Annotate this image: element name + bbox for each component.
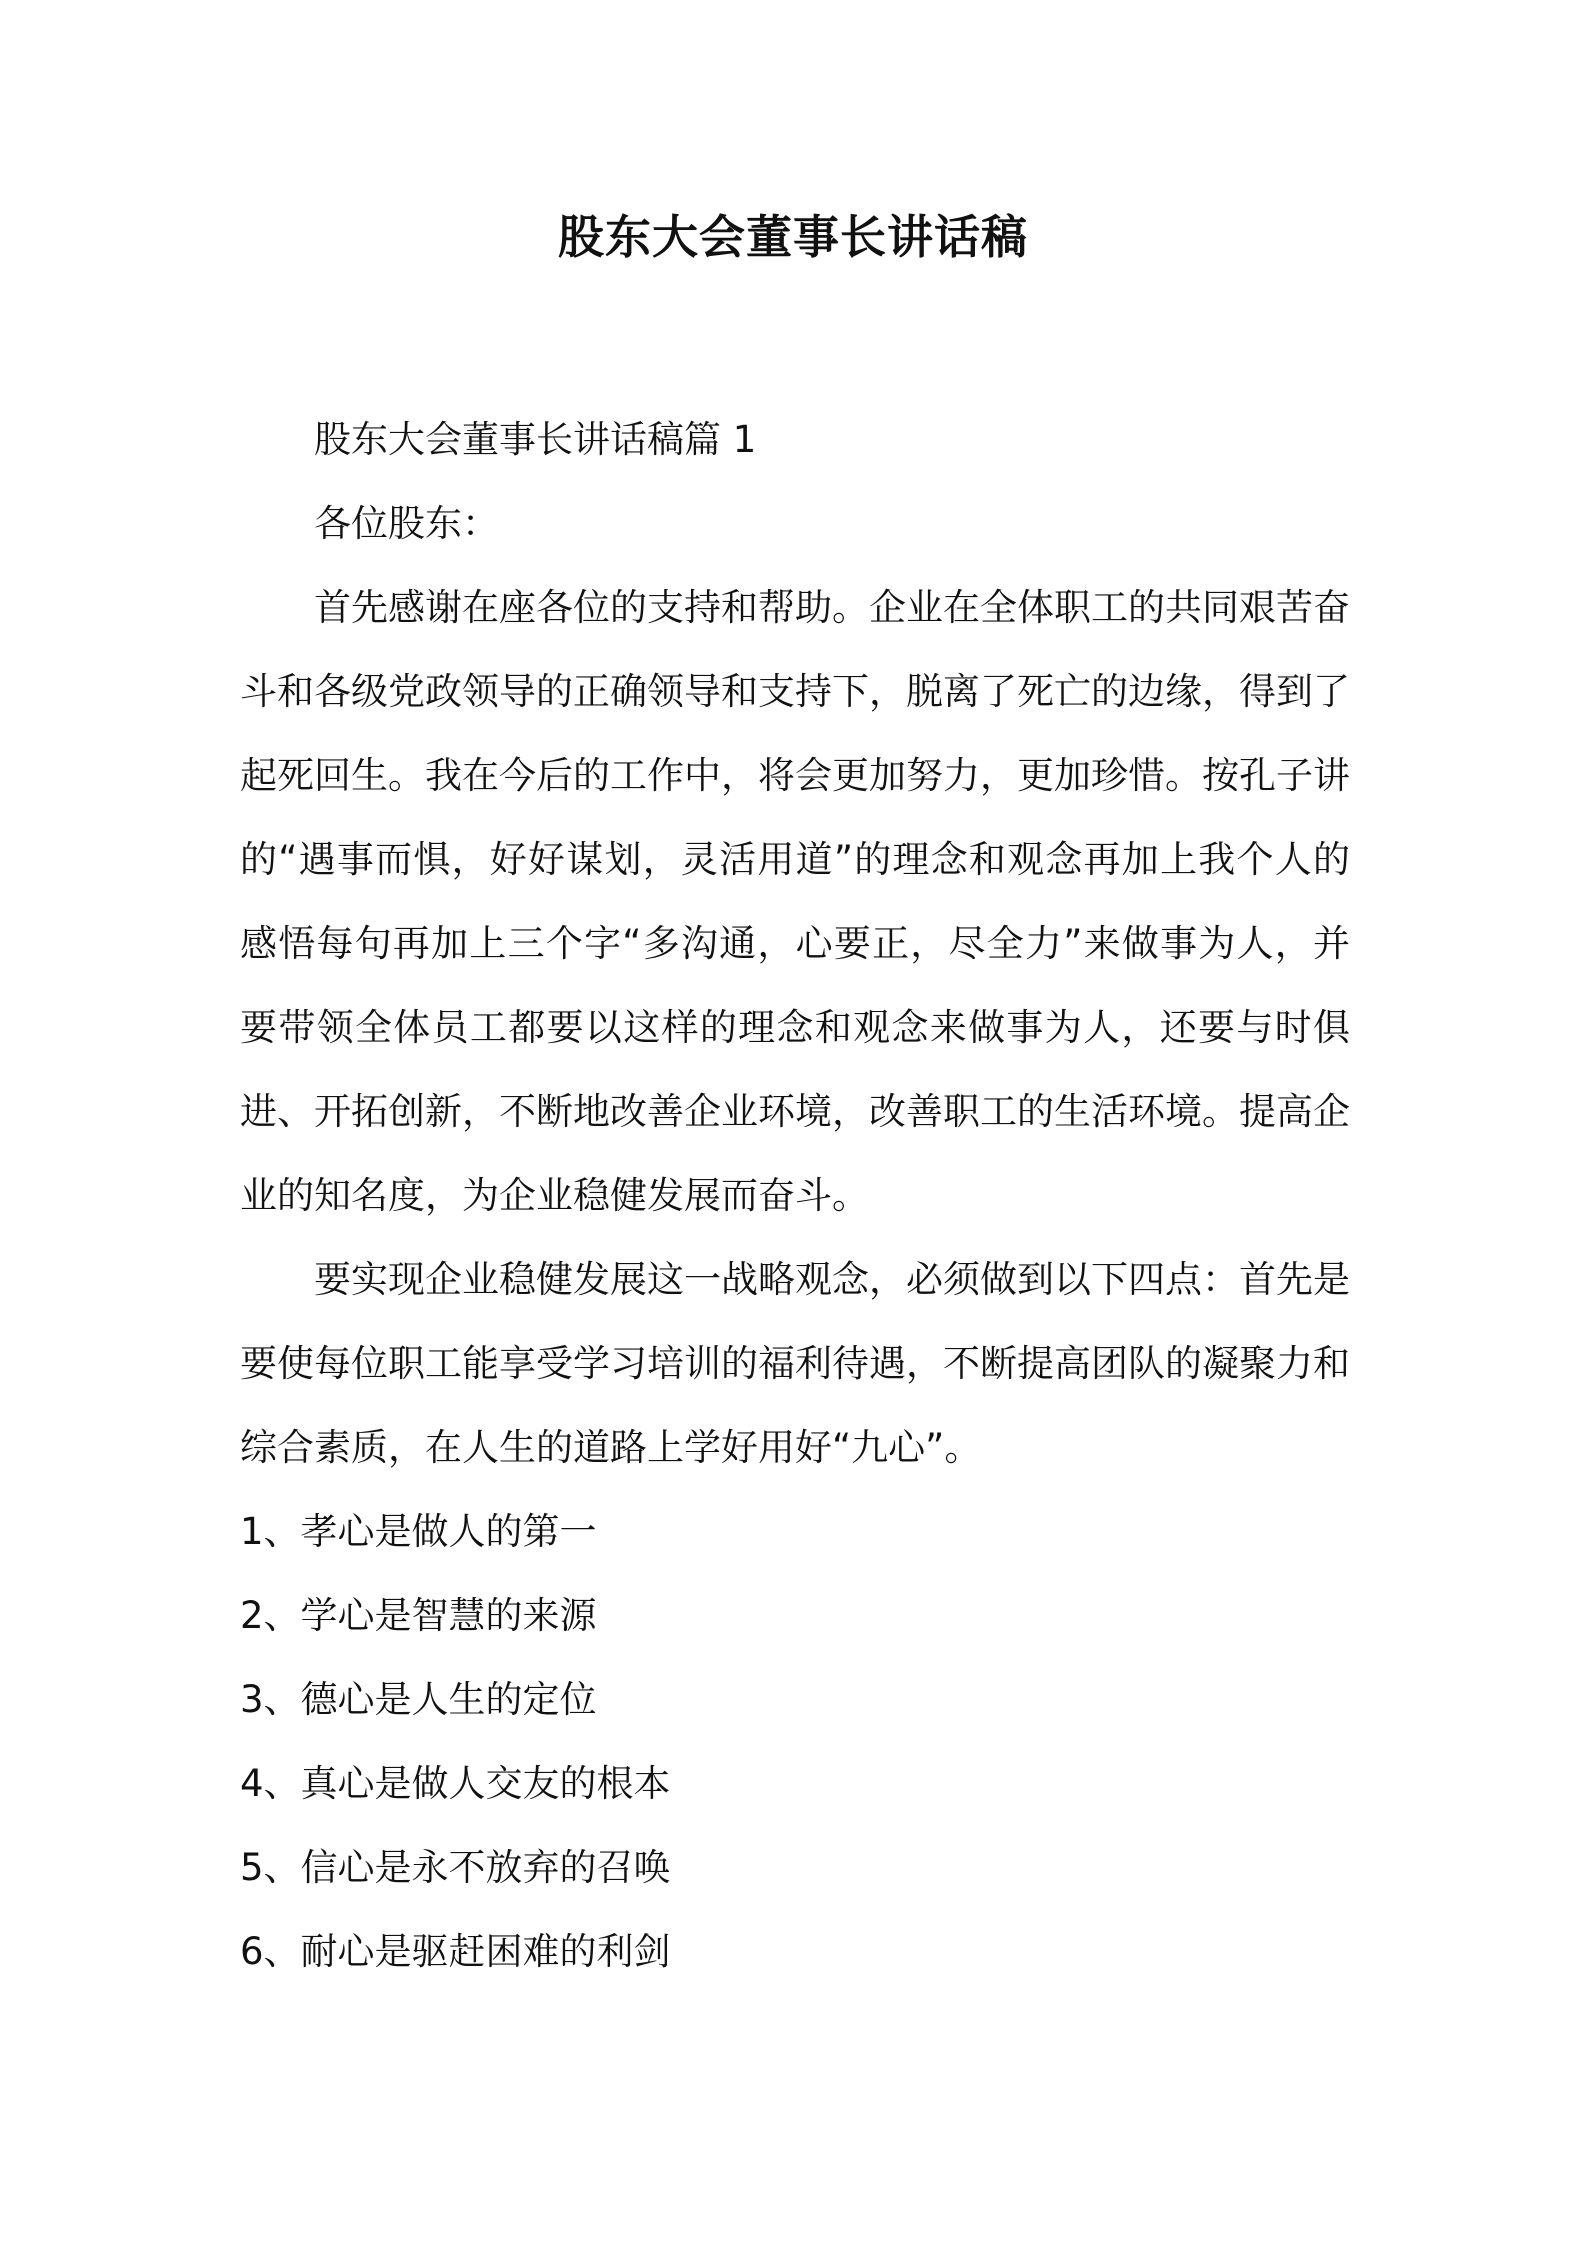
section-heading: 股东大会董事长讲话稿篇 1 [314,418,757,461]
list-item: 5、信心是永不放弃的召唤 [240,1846,671,1889]
list-item: 6、耐心是驱赶困难的利剑 [240,1930,671,1973]
list-item: 4、真心是做人交友的根本 [240,1762,671,1805]
list-item: 1、孝心是做人的第一 [240,1510,597,1553]
list-item: 3、德心是人生的定位 [240,1678,597,1721]
body-paragraph-1: 首先感谢在座各位的支持和帮助。企业在全体职工的共同艰苦奋斗和各级党政领导的正确领导和支持下，脱离了死亡的边缘，得到了起死回生。我在今后的工作中，将会更加努力，更加珍惜。按孔子讲的“遇事而惧，好好谋划，灵活用道”的理念和观念再加上我个人的感悟每句再加上三个字“多沟通，心要正，尽全力”来做事为人，并要带领全体员工都要以这样的理念和观念来做事为人，还要与时俱进、开拓创新，不断地改善企业环境，改善职工的生活环境。提高企业的知名度，为企业稳健发展而奋斗。 [240,586,1350,1217]
list-item: 2、学心是智慧的来源 [240,1594,597,1637]
salutation: 各位股东： [314,502,499,545]
document-body [240,398,1350,1994]
body-paragraph-2: 要实现企业稳健发展这一战略观念，必须做到以下四点：首先是要使每位职工能享受学习培训的福利待遇，不断提高团队的凝聚力和综合素质，在人生的道路上学好用好“九心”。 [240,1258,1350,1469]
document-title: 股东大会董事长讲话稿 [558,210,1028,264]
